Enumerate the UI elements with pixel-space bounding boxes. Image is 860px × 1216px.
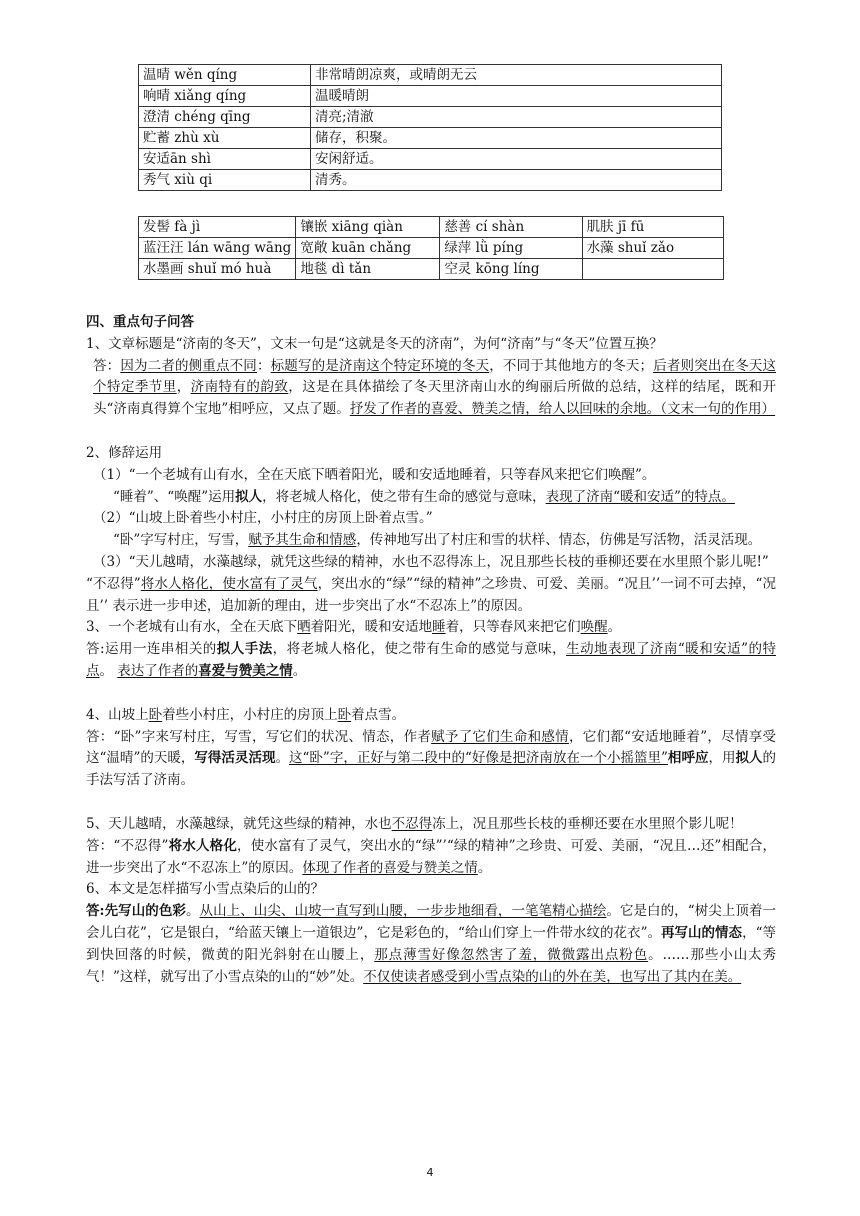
vocab-pinyin-cell: 肌肤 jī fū [582, 217, 723, 238]
table1-row [139, 65, 722, 86]
vocab-meaning-cell: 温暖晴朗 [311, 86, 722, 107]
vocab-pinyin-cell [582, 259, 723, 280]
question-6: 6、本文是怎样描写小雪点染后的山的？ [86, 881, 325, 898]
vocab-pinyin-cell: 蓝汪汪 lán wāng wāng [139, 238, 296, 259]
vocab-pinyin-cell: 镶嵌 xiāng qiàn [296, 217, 440, 238]
vocab-pinyin-cell: 地毯 dì tǎn [296, 259, 440, 280]
table2-row [139, 259, 724, 280]
vocab-meaning-cell: 非常晴朗凉爽，或晴朗无云 [311, 65, 722, 86]
question-3: 3、一个老城有山有水，全在天底下晒着阳光，暖和安适地睡着，只等春风来把它们唤醒。 [86, 619, 622, 636]
vocab-word-cell: 贮蓄 zhù xù [139, 128, 311, 149]
vocab-pinyin-cell: 宽敞 kuān chǎng [296, 238, 440, 259]
table1-row [139, 128, 722, 149]
vocab-pinyin-cell: 空灵 kōng líng [440, 259, 582, 280]
vocab-pinyin-cell: 发髻 fà jì [139, 217, 296, 238]
rhetoric-sentence-1: （1）“一个老城有山有水，全在天底下晒着阳光，暖和安适地睡着，只等春风来把它们唤醒”。 [93, 466, 656, 483]
question-1: 1、文章标题是“济南的冬天”，文末一句是“这就是冬天的济南”，为何“济南”与“冬天”位置互换？ [86, 335, 663, 352]
vocab-pinyin-cell: 水墨画 shuǐ mó huà [139, 259, 296, 280]
table1-row [139, 107, 722, 128]
vocab-word-cell: 响晴 xiǎng qíng [139, 86, 311, 107]
vocab-meaning-cell: 清秀。 [311, 170, 722, 191]
vocab-word-cell: 秀气 xiù qi [139, 170, 311, 191]
rhetoric-sentence-3: （3）“天儿越晴，水藻越绿，就凭这些绿的精神，水也不忍得冻上，况且那些长枝的垂柳还要在水里照个影儿呢!” [93, 553, 769, 570]
answer-1: 答：因为二者的侧重点不同：标题写的是济南这个特定环境的冬天，不同于其他地方的冬天；后者则突出在冬天这个特定季节里，济南特有的韵致，这是在具体描绘了冬天里济南山水的绚丽后所做的总结，这样的结尾，既和开头“济南真得算个宝地”相呼应，又点了题。抒发了作者的喜爱、赞美之情，给人以回味的余地。（文末一句的作用） [93, 357, 777, 418]
vocab-meaning-cell: 安闲舒适。 [311, 149, 722, 170]
vocab-word-cell: 澄清 chéng qīng [139, 107, 311, 128]
answer-5: 答：“不忍得”将水人格化，使水富有了灵气，突出水的“绿”’“绿的精神”之珍贵、可爱、美丽，“况且…还”相配合，进一步突出了水“不忍冻上”的原因。体现了作者的喜爱与赞美之情。 [86, 837, 777, 876]
vocab-pinyin-cell: 水藻 shuǐ zǎo [582, 238, 723, 259]
vocab-word-cell: 安适ān shì [139, 149, 311, 170]
answer-4: 答：“卧”字来写村庄，写雪，写它们的状况、情态，作者赋予了它们生命和感情，它们都“安适地睡着”，尽情享受这“温晴”的天暖，写得活灵活现。这“卧”字，正好与第二段中的“好像是把济南放在一个小摇篮里”相呼应，用拟人的手法写活了济南。 [86, 728, 777, 789]
table1-row [139, 149, 722, 170]
rhetoric-sentence-2: （2）“山坡上卧着些小村庄，小村庄的房顶上卧着点雪。” [93, 510, 433, 527]
question-4: 4、山坡上卧着些小村庄，小村庄的房顶上卧着点雪。 [86, 706, 406, 723]
answer-6: 答:先写山的色彩。从山上、山尖、山坡一直写到山腰，一步步地细看，一笔笔精心描绘。它是白的，“树尖上顶着一会儿白花”，它是银白，“给蓝天镶上一道银边”，它是彩色的，“给山们穿上一件带水纹的花衣”。再写山的情态，“等到快回落的时候，微黄的阳光斜射在山腰上，那点薄雪好像忽然害了羞，微微露出点粉色。……那些小山太秀气！”这样，就写出了小雪点染的山的“妙”处。不仅使读者感受到小雪点染的山的外在美，也写出了其内在美。 [86, 903, 777, 985]
rhetoric-answer-1: “睡着”、“唤醒”运用拟人，将老城人格化，使之带有生命的感觉与意味，表现了济南“暖和安适”的特点。 [113, 488, 735, 505]
key-sentences-section [86, 312, 776, 988]
question-5: 5、天儿越晴，水藻越绿，就凭这些绿的精神，水也不忍得冻上，况且那些长枝的垂柳还要在水里照个影儿呢！ [86, 815, 743, 832]
vocab-pinyin-cell: 慈善 cí shàn [440, 217, 582, 238]
page-number: 4 [426, 1166, 434, 1179]
rhetoric-answer-3: “不忍得”将水人格化，使水富有了灵气，突出水的“绿”“绿的精神”之珍贵、可爱、美丽。“况且’’一词不可去掉，“况且’’ 表示进一步申述，追加新的理由，进一步突出了水“不忍冻上”的原因。 [86, 575, 776, 614]
vocab-meaning-cell: 储存，积聚。 [311, 128, 722, 149]
table2-row [139, 217, 724, 238]
vocab-word-cell: 温晴 wěn qíng [139, 65, 311, 86]
vocabulary-table-pinyin [138, 216, 724, 280]
question-2-title: 2、修辞运用 [86, 444, 163, 461]
rhetoric-answer-2: “卧”字写村庄，写雪，赋予其生命和情感，传神地写出了村庄和雪的状样、情态，仿佛是写活物，活灵活现。 [113, 532, 762, 549]
table1-row [139, 170, 722, 191]
table1-row [139, 86, 722, 107]
answer-3: 答:运用一连串相关的拟人手法，将老城人格化，使之带有生命的感觉与意味，生动地表现了济南“暖和安适”的特点。 表达了作者的喜爱与赞美之情。 [86, 641, 776, 679]
vocabulary-table-meanings [138, 64, 722, 191]
vocab-pinyin-cell: 绿萍 lǜ píng [440, 238, 582, 259]
section-heading: 四、重点句子问答 [86, 314, 194, 330]
table2-row [139, 238, 724, 259]
vocab-meaning-cell: 清亮;清澈 [311, 107, 722, 128]
